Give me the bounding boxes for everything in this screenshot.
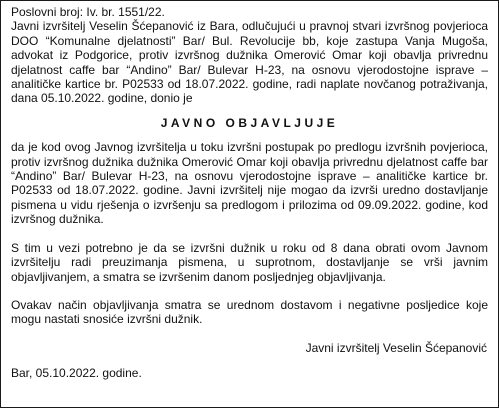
paragraph-spacer	[11, 284, 488, 298]
body-paragraph-1: da je kod ovog Javnog izvršitelja u toku izvršni postupak po predlogu izvršnih povjerioca, protiv izvršnog dužnika dužnika Omerović Omar koji obavlja privrednu djelatnost caffe bar “Andino” Bar/ Bulevar H-23, na osnovu vjerodostojne isprave – analitičke kartice br. P02533 od 18.07.2022. godine. Javni izvršitelj nije mogao da izvrši uredno dostavljanje pismena u vidu rješenja o izvršenju sa predlogom i prilozima od 09.09.2022. godine, kod izvršnog dužnika.	[11, 140, 488, 227]
notice-title: JAVNO OBJAVLJUJE	[160, 115, 339, 130]
intro-paragraph: Javni izvršitelj Veselin Šćepanović iz Bara, odlučujući u pravnoj stvari izvršnog povjerioca DOO “Komunalne djelatnosti” Bar/ Bul. Revolucije bb, koje zastupa Vanja Mugoša, advokat iz Podgorice, protiv izvršnog dužnika Omerović Omar koji obavlja privrednu djelatnost caffe bar “Andino” Bar/ Bulevar H-23, na osnovu vjerodostojne isprave – analitičke kartice br. P02533 od 18.07.2022. godine, radi naplate novčanog potraživanja, dana 05.10.2022. godine, donio je	[11, 19, 488, 106]
signature: Javni izvršitelj Veselin Šćepanović	[305, 340, 487, 355]
paragraph-spacer	[11, 227, 488, 241]
body-paragraph-2: S tim u vezi potrebno je da se izvršni dužnik u roku od 8 dana obrati ovom Javnom izvršitelju radi preuzimanja pismena, u suprotnom, dostavljanje se vrši javnim objavljivanjem, a smatra se izvršenim danom posljednjeg objavljivanja.	[11, 240, 488, 284]
case-number: Poslovni broj: Iv. br. 1551/22.	[11, 5, 165, 19]
place-date: Bar, 05.10.2022. godine.	[11, 366, 142, 381]
body-paragraph-3: Ovakav način objavljivanja smatra se urednom dostavom i negativne posljedice koje mogu nastati snosiće izvršni dužnik.	[11, 297, 488, 327]
